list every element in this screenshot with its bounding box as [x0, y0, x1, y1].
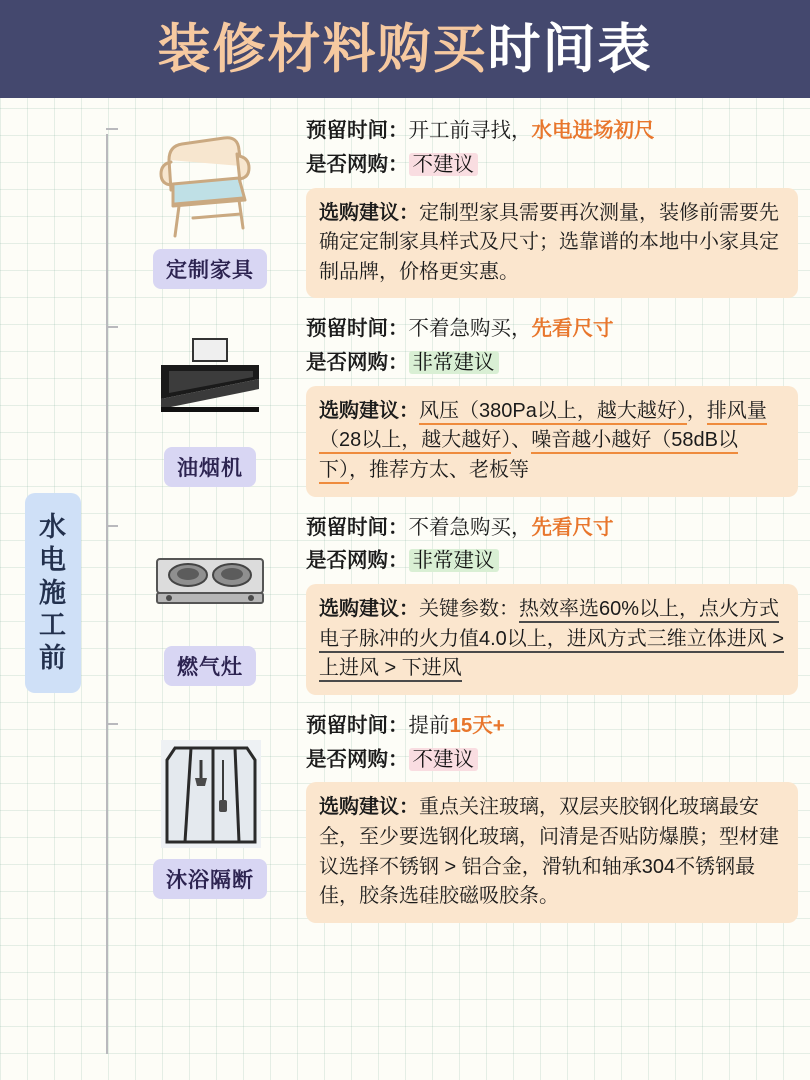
- content-area: [0, 98, 810, 1080]
- advice-label: 选购建议：: [319, 598, 419, 621]
- timeline-bracket: [96, 106, 118, 1080]
- online-buy-label: 是否网购：: [306, 351, 409, 375]
- advice-box: [306, 386, 798, 497]
- items-list: [118, 106, 800, 1080]
- shower-enclosure-icon: [130, 735, 290, 853]
- reserve-time-label: 预留时间：: [306, 119, 409, 142]
- bracket-tick: [106, 525, 118, 527]
- online-buy-line: [306, 348, 798, 379]
- advice-text-part: 关键参数：: [419, 598, 519, 621]
- reserve-time-line: [306, 116, 798, 147]
- online-buy-value: 不建议: [409, 748, 479, 771]
- reserve-time-label: 预留时间：: [306, 515, 409, 539]
- item-text-column: [302, 110, 800, 298]
- advice-box: [306, 188, 798, 299]
- reserve-time-value: 不着急购买，: [408, 317, 532, 341]
- reserve-time-value: 提前: [408, 713, 450, 737]
- reserve-time-line: [306, 513, 798, 544]
- reserve-time-line: [306, 711, 798, 742]
- reserve-time-accent: 15天+: [449, 713, 505, 737]
- bracket-tick: [106, 326, 118, 328]
- page-header: [0, 0, 810, 98]
- advice-text-part: ，: [686, 399, 707, 422]
- stage-badge: 水电施工前: [25, 493, 81, 694]
- advice-box: [306, 584, 798, 695]
- reserve-time-value: 不着急购买，: [408, 515, 532, 539]
- advice-text-part: 风压（380Pa以上，越大越好）: [419, 400, 687, 425]
- advice-text-part: 热效率选60%以上，点火方式电子脉冲的火力值4.0以上，进风方式三维立体进风 > 上进风 > 下进风: [319, 598, 784, 682]
- range-hood-icon: [130, 323, 290, 441]
- item-text-column: [302, 507, 800, 695]
- reserve-time-accent: 水电进场初尺: [531, 119, 655, 142]
- online-buy-line: [306, 546, 798, 577]
- reserve-time-accent: 先看尺寸: [531, 515, 614, 539]
- online-buy-label: 是否网购：: [306, 747, 409, 771]
- reserve-time-label: 预留时间：: [306, 713, 409, 737]
- advice-text-part: ，推荐方太、老板等: [349, 458, 529, 481]
- advice-label: 选购建议：: [319, 399, 419, 422]
- item-thumbnail-column: [118, 507, 302, 695]
- armchair-icon: [130, 125, 290, 243]
- page-title: [157, 19, 653, 79]
- reserve-time-value: 开工前寻找，: [408, 119, 532, 142]
- online-buy-line: [306, 150, 798, 181]
- advice-text-part: 、: [511, 429, 532, 452]
- online-buy-value: 不建议: [409, 153, 479, 176]
- online-buy-label: 是否网购：: [306, 152, 409, 176]
- reserve-time-accent: 先看尺寸: [531, 317, 614, 341]
- bracket-tick: [106, 723, 118, 725]
- list-item: [118, 106, 800, 302]
- online-buy-line: [306, 745, 798, 776]
- item-text-column: [302, 705, 800, 923]
- bracket-tick: [106, 128, 118, 130]
- stage-column: [10, 106, 96, 1080]
- advice-text-part: 排风量（28以上，越大越好）: [319, 400, 767, 455]
- item-thumbnail-column: [118, 705, 302, 923]
- item-category-badge: 燃气灶: [164, 646, 256, 686]
- page-title-secondary: 时间表: [487, 19, 653, 79]
- advice-box: [306, 782, 798, 922]
- advice-label: 选购建议：: [319, 796, 419, 819]
- list-item: [118, 503, 800, 699]
- list-item: [118, 701, 800, 927]
- advice-label: 选购建议：: [319, 201, 419, 224]
- online-buy-value: 非常建议: [409, 549, 499, 572]
- page-title-primary: 装修材料购买: [157, 19, 488, 79]
- list-item: [118, 304, 800, 500]
- item-thumbnail-column: [118, 308, 302, 496]
- advice-text: 定制型家具需要再次测量，装修前需要先确定定制家具样式及尺寸；选靠谱的本地中小家具定制品牌，价格更实惠。: [319, 201, 779, 283]
- online-buy-label: 是否网购：: [306, 549, 409, 573]
- item-category-badge: 沐浴隔断: [153, 859, 267, 899]
- online-buy-value: 非常建议: [409, 351, 499, 374]
- gas-stove-icon: [130, 522, 290, 640]
- advice-text: 重点关注玻璃，双层夹胶钢化玻璃最安全，至少要选钢化玻璃，问清是否贴防爆膜；型材建议选择不锈钢 > 铝合金，滑轨和轴承304不锈钢最佳，胶条选硅胶磁吸胶条。: [319, 796, 779, 908]
- reserve-time-label: 预留时间：: [306, 317, 409, 341]
- item-category-badge: 油烟机: [164, 447, 256, 487]
- item-category-badge: 定制家具: [153, 249, 267, 289]
- advice-text-part: 噪音越小越好（58dB以下）: [319, 429, 738, 484]
- item-text-column: [302, 308, 800, 496]
- reserve-time-line: [306, 314, 798, 345]
- item-thumbnail-column: [118, 110, 302, 298]
